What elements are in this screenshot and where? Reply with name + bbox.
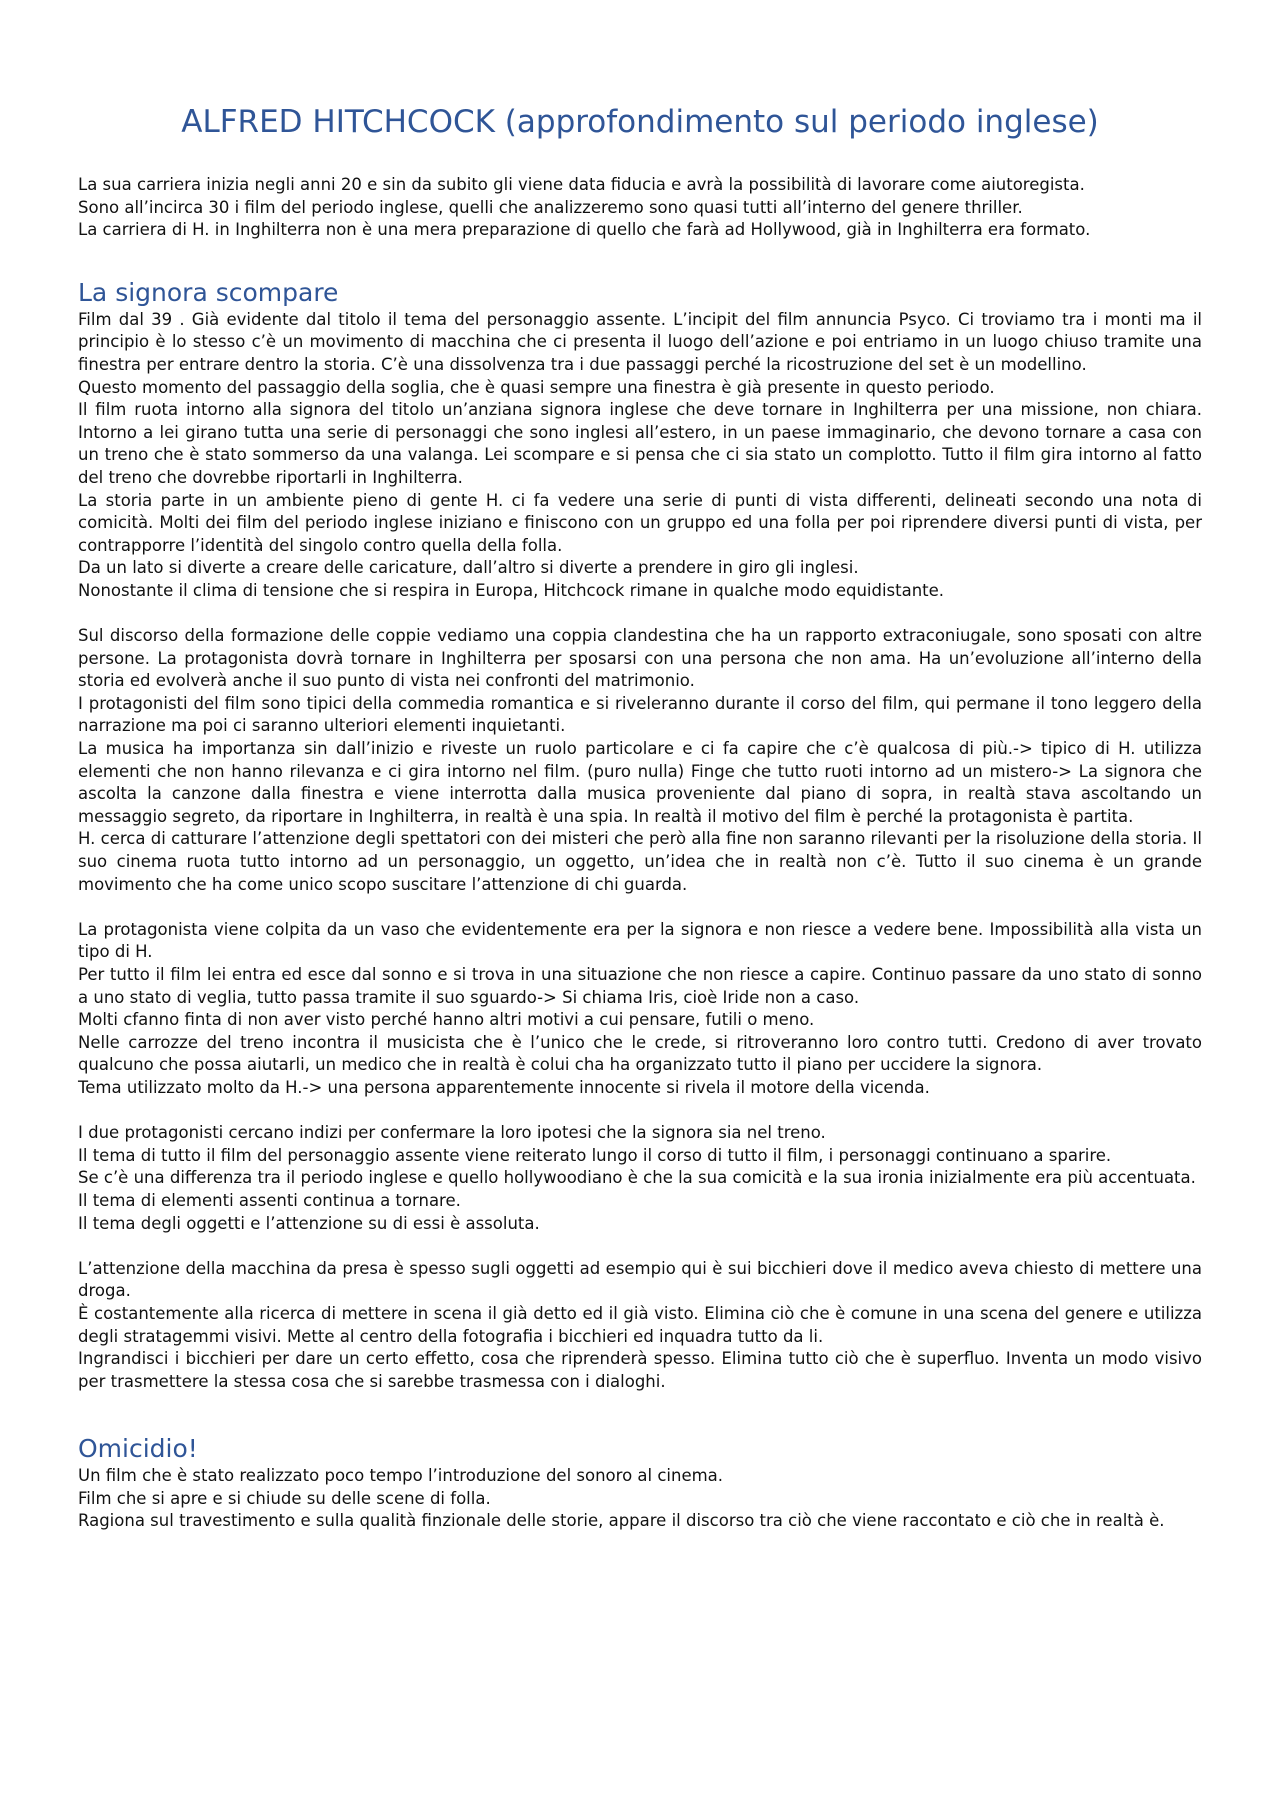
paragraph: Per tutto il film lei entra ed esce dal sonno e si trova in una situazione che non riesce a capire. Continuo passare da uno stato di sonno a uno stato di veglia, tutto passa tramite il suo sguardo-> Si chiama Iris, cioè Iride non a caso.: [78, 965, 1202, 1007]
intro-block: [78, 174, 1202, 242]
paragraph: Il tema di tutto il film del personaggio assente viene reiterato lungo il corso di tutto il film, i personaggi continuano a sparire.: [78, 1145, 1112, 1165]
paragraph: L’attenzione della macchina da presa è spesso sugli oggetti ad esempio qui è sui bicchieri dove il medico aveva chiesto di mettere una droga.: [78, 1258, 1202, 1301]
paragraph: Il film ruota intorno alla signora del titolo un’anziana signora inglese che deve tornare in Inghilterra per una missione, non chiara. Intorno a lei girano tutta una serie di personaggi che sono inglesi all’estero, in un paese immaginario, che devono tornare a casa con un treno che è stato sommerso da una valanga. Lei scompare e si pensa che ci sia stato un complotto. Tutto il film gira intorno al fatto del treno che dovrebbe riportarli in Inghilterra.: [78, 400, 1202, 487]
section-body-omicidio: [78, 1465, 1202, 1533]
paragraph-spacer: [78, 1235, 1202, 1258]
paragraph: Molti cfanno finta di non aver visto perché hanno altri motivi a cui pensare, futili o meno.: [78, 1010, 815, 1030]
paragraph: Sono all’incirca 30 i film del periodo inglese, quelli che analizzeremo sono quasi tutti all’interno del genere thriller.: [78, 197, 1023, 217]
paragraph: Ingrandisci i bicchieri per dare un certo effetto, cosa che riprenderà spesso. Elimina tutto ciò che è superfluo. Inventa un modo visivo per trasmettere la stessa cosa che si sarebbe trasmessa con i dialoghi.: [78, 1349, 1202, 1391]
paragraph: Film che si apre e si chiude su delle scene di folla.: [78, 1488, 491, 1508]
section-heading-la-signora-scompare: La signora scompare: [78, 277, 339, 307]
paragraph: I due protagonisti cercano indizi per confermare la loro ipotesi che la signora sia nel treno.: [78, 1123, 826, 1143]
paragraph-spacer: [78, 603, 1202, 626]
section-heading-omicidio: Omicidio!: [78, 1434, 198, 1464]
paragraph: La carriera di H. in Inghilterra non è una mera preparazione di quello che farà ad Hollywood, già in Inghilterra era formato.: [78, 220, 1091, 240]
paragraph: La storia parte in un ambiente pieno di gente H. ci fa vedere una serie di punti di vista differenti, delineati secondo una nota di comicità. Molti dei film del periodo inglese iniziano e finiscono con un gruppo ed una folla per poi riprendere diversi punti di vista, per contrapporre l’identità del singolo contro quella della folla.: [78, 490, 1202, 555]
spacer: [78, 242, 1202, 277]
section-body-la-signora-scompare: [78, 309, 1202, 1394]
paragraph: La sua carriera inizia negli anni 20 e sin da subito gli viene data fiducia e avrà la possibilità di lavorare come aiutoregista.: [78, 175, 1085, 194]
paragraph: Da un lato si diverte a creare delle caricature, dall’altro si diverte a prendere in giro gli inglesi.: [78, 558, 859, 578]
paragraph: Il tema degli oggetti e l’attenzione su di essi è assoluta.: [78, 1213, 540, 1233]
paragraph: Sul discorso della formazione delle coppie vediamo una coppia clandestina che ha un rapporto extraconiugale, sono sposati con altre persone. La protagonista dovrà tornare in Inghilterra per sposarsi con una persona che non ama. Ha un’evoluzione all’interno della storia ed evolverà anche il suo punto di vista nei confronti del matrimonio.: [78, 626, 1202, 691]
paragraph: La protagonista viene colpita da un vaso che evidentemente era per la signora e non riesce a vedere bene. Impossibilità alla vista un tipo di H.: [78, 919, 1202, 962]
paragraph: Se c’è una differenza tra il periodo inglese e quello hollywoodiano è che la sua comicità e la sua ironia inizialmente era più accentuata.: [78, 1168, 1196, 1188]
paragraph: Il tema di elementi assenti continua a tornare.: [78, 1190, 461, 1210]
paragraph: H. cerca di catturare l’attenzione degli spettatori con dei misteri che però alla fine non saranno rilevanti per la risoluzione della storia. Il suo cinema ruota tutto intorno ad un personaggio, un oggetto, un’idea che in realtà non c’è. Tutto il suo cinema è un grande movimento che ha come unico scopo suscitare l’attenzione di chi guarda.: [78, 829, 1202, 894]
paragraph: Film dal 39 . Già evidente dal titolo il tema del personaggio assente. L’incipit del film annuncia Psyco. Ci troviamo tra i monti ma il principio è lo stesso c’è un movimento di macchina che ci presenta il luogo dell’azione e poi entriamo in un luogo chiuso tramite una finestra per entrare dentro la storia. C’è una dissolvenza tra i due passaggi perché la ricostruzione del set è un modellino.: [78, 309, 1202, 374]
paragraph-spacer: [78, 1100, 1202, 1123]
paragraph: È costantemente alla ricerca di mettere in scena il già detto ed il già visto. Elimina ciò che è comune in una scena del genere e utilizza degli stratagemmi visivi. Mette al centro della fotografia i bicchieri ed inquadra tutto da li.: [78, 1303, 1202, 1346]
paragraph-spacer: [78, 896, 1202, 919]
spacer: [78, 1393, 1202, 1433]
document-title: ALFRED HITCHCOCK (approfondimento sul periodo inglese): [181, 104, 1099, 140]
paragraph: I protagonisti del film sono tipici della commedia romantica e si riveleranno durante il corso del film, qui permane il tono leggero della narrazione ma poi ci saranno ulteriori elementi inquietanti.: [78, 693, 1202, 736]
paragraph: Tema utilizzato molto da H.-> una persona apparentemente innocente si rivela il motore della vicenda.: [78, 1077, 930, 1097]
paragraph: Nonostante il clima di tensione che si respira in Europa, Hitchcock rimane in qualche modo equidistante.: [78, 580, 945, 600]
paragraph: La musica ha importanza sin dall’inizio e riveste un ruolo particolare e ci fa capire che c’è qualcosa di più.-> tipico di H. utilizza elementi che non hanno rilevanza e ci gira intorno nel film. (puro nulla) Finge che tutto ruoti intorno ad un mistero-> La signora che ascolta la canzone dalla finestra e viene interrotta dalla musica proveniente dal piano di sopra, in realtà stava ascoltando un messaggio segreto, da riportare in Inghilterra, in realtà è una spia. In realtà il motivo del film è perché la protagonista è partita.: [78, 739, 1202, 826]
paragraph: Ragiona sul travestimento e sulla qualità finzionale delle storie, appare il discorso tra ciò che viene raccontato e ciò che in realtà è.: [78, 1511, 1165, 1531]
paragraph: Questo momento del passaggio della soglia, che è quasi sempre una finestra è già presente in questo periodo.: [78, 377, 995, 397]
paragraph: Nelle carrozze del treno incontra il musicista che è l’unico che le crede, si ritroveranno loro contro tutti. Credono di aver trovato qualcuno che possa aiutarli, un medico che in realtà è colui cha ha organizzato tutto il piano per uccidere la signora.: [78, 1032, 1202, 1075]
paragraph: Un film che è stato realizzato poco tempo l’introduzione del sonoro al cinema.: [78, 1466, 724, 1486]
